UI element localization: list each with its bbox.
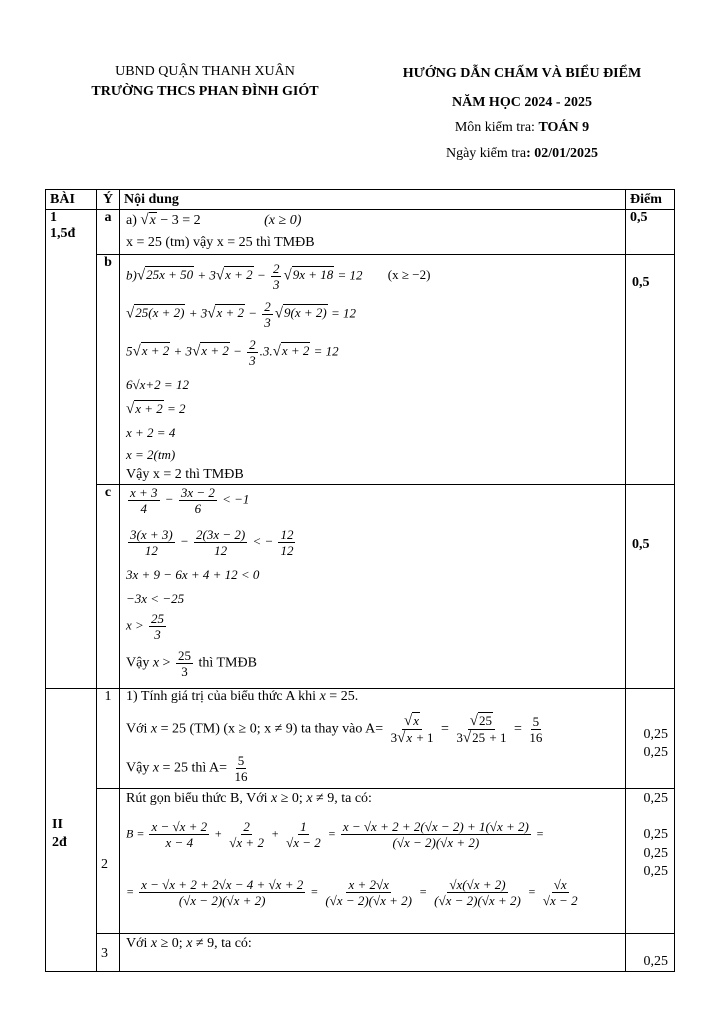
cond-1a: (x ≥ 0) xyxy=(264,213,302,228)
table-row xyxy=(46,485,675,689)
eq-1c-4: −3x < −25 xyxy=(126,591,185,606)
eq-1c-5: x > $\frac{25}{3}$ xyxy=(126,611,165,642)
cond-1b: (x ≥ −2) xyxy=(387,267,431,283)
row-1c-content xyxy=(120,485,626,689)
eq-1b-6: x + 2 = 4 xyxy=(126,425,176,440)
eq-1c-3: 3x + 9 − 6x + 4 + 12 < 0 xyxy=(126,567,260,582)
department-name: UBND QUẬN THANH XUÂN xyxy=(115,64,295,79)
col-y: Ý xyxy=(97,190,120,210)
row-1a-label: a xyxy=(97,210,120,255)
row-2-2-content xyxy=(120,789,626,934)
table-row xyxy=(46,789,675,934)
date-value: : 02/01/2025 xyxy=(526,146,599,161)
col-content: Nội dung xyxy=(120,190,626,210)
conclusion-1b: Vậy x = 2 thì TMĐB xyxy=(126,467,244,482)
conclusion-1c: Vậy x > $\frac{25}{3}$ thì TMĐB xyxy=(126,648,257,679)
eq-1b-3: 5√x + 2 + 3√x + 2 − $\frac{2}{3}$ .3.√x + 2 = 12 xyxy=(126,337,339,368)
eq-1b-4: 6√x+2 = 12 xyxy=(126,377,189,392)
subject-value: TOÁN 9 xyxy=(538,120,590,135)
eq-2-2-a: B = $\frac{x - √x + 2}{x - 4}$ + $\frac{2}{√x + 2}$ + $\frac{1}{√x - 2}$ = $\frac{x - √x + 2 + 2(√x - 2) + 1(√x + 2)}{(√x - 2)(√x + 2)}$ = xyxy=(126,819,544,850)
bai-1-cell xyxy=(46,210,97,689)
task-2-3: Với x ≥ 0; x ≠ 9, ta có: xyxy=(126,936,252,951)
col-points: Điểm xyxy=(626,190,675,210)
table-row xyxy=(46,934,675,972)
row-2-1-label: 1 xyxy=(97,689,120,789)
points-1a: 0,5 xyxy=(626,210,675,255)
points-1c: 0,5 xyxy=(626,485,675,689)
eq-1b-1: b)√25x + 50 + 3√x + 2 − $\frac{2}{3}$ √9x + 18 = 12 (x ≥ −2) xyxy=(126,261,431,292)
row-1b-content xyxy=(120,255,626,485)
school-name: TRƯỜNG THCS PHAN ĐÌNH GIÓT xyxy=(91,84,319,99)
row-1c-label: c xyxy=(97,485,120,689)
row-2-3-label: 3 xyxy=(97,934,120,972)
points-2-3: 0,25 xyxy=(626,934,675,972)
table-row xyxy=(46,255,675,485)
bai-2-score: 2đ xyxy=(52,835,67,850)
result-2-1: Vậy x = 25 thì A= $\frac{5}{16}$ xyxy=(126,753,248,784)
points-1b: 0,5 xyxy=(626,255,675,485)
eq-1b-7: x = 2(tm) xyxy=(126,447,176,462)
row-1b-label: b xyxy=(97,255,120,485)
school-year: NĂM HỌC 2024 - 2025 xyxy=(452,95,592,110)
date-label: Ngày kiểm tra xyxy=(445,146,527,161)
bai-2-cell xyxy=(46,689,97,972)
points-2-1: 0,25 0,25 xyxy=(626,689,675,789)
eq-1c-1: $\frac{x + 3}{4}$ − $\frac{3x - 2}{6}$ < −1 xyxy=(130,485,250,516)
bai-1-score: 1,5đ xyxy=(50,226,76,241)
eq-1a: a) √x − 3 = 2 (x ≥ 0) xyxy=(126,212,302,228)
points-2-2: 0,25 0,25 0,25 0,25 xyxy=(626,789,675,934)
table-row xyxy=(46,210,675,255)
task-2-1: 1) Tính giá trị của biểu thức A khi x = 25. xyxy=(126,689,359,704)
subst-2-1: Với x = 25 (TM) (x ≥ 0; x ≠ 9) ta thay vào A= $\frac{√x}{3√x + 1}$ = $\frac{√25}{3√25 + 1}$ = $\frac{5}{16}$ xyxy=(126,713,543,746)
eq-1b-2: √25(x + 2) + 3√x + 2 − $\frac{2}{3}$ √9(x + 2) = 12 xyxy=(126,299,356,330)
task-2-2: Rút gọn biểu thức B, Với x ≥ 0; x ≠ 9, ta có: xyxy=(126,791,372,806)
eq-1b-5: √x + 2 = 2 xyxy=(126,401,186,417)
doc-title: HƯỚNG DẪN CHẤM VÀ BIỂU ĐIỂM xyxy=(402,66,642,81)
date-line xyxy=(362,146,682,162)
subject-line xyxy=(362,120,682,136)
row-2-2-label: 2 xyxy=(97,789,120,934)
bai-2-number: II xyxy=(52,817,63,832)
eq-1c-2: $\frac{3(x + 3)}{12}$ − $\frac{2(3x - 2)}{12}$ < − $\frac{12}{12}$ xyxy=(130,527,294,558)
bai-1-number: 1 xyxy=(50,210,57,225)
subject-label: Môn kiểm tra: xyxy=(454,120,539,135)
grading-table xyxy=(45,189,675,972)
row-2-3-content xyxy=(120,934,626,972)
eq-2-2-b: = $\frac{x - √x + 2 + 2√x - 4 + √x + 2}{(√x - 2)(√x + 2)}$ = $\frac{x + 2√x}{(√x - 2)(√x + 2)}$ = $\frac{√x(√x + 2)}{(√x - 2)(√x + 2)}$ = $\frac{√x}{√x - 2}$ xyxy=(126,877,578,908)
result-1a: x = 25 (tm) vậy x = 25 thì TMĐB xyxy=(126,235,315,250)
table-header-row xyxy=(46,190,675,210)
table-row xyxy=(46,689,675,789)
col-bai: BÀI xyxy=(46,190,97,210)
row-2-1-content xyxy=(120,689,626,789)
row-1a-content xyxy=(120,210,626,255)
